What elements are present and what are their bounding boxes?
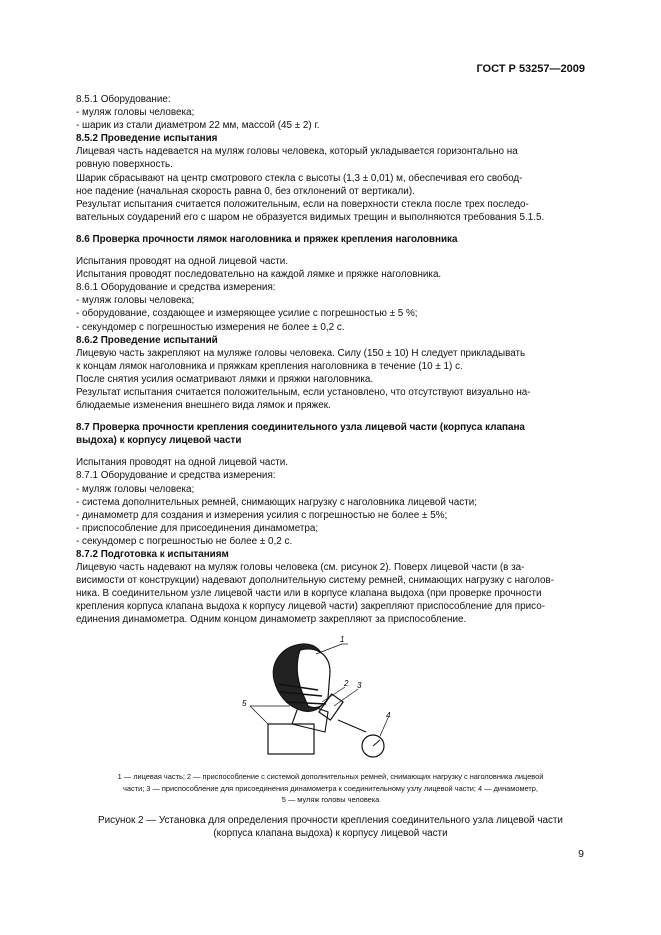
figure-legend-line: части; 3 — приспособление для присоединения динамометра к соединительному узлу лицевой части; 4 — динамометр, — [123, 783, 538, 793]
paragraph-line: к концам лямок наголовника и пряжкам крепления наголовника в течение (10 ± 1) с. — [76, 360, 463, 372]
figure-title — [64, 814, 597, 840]
paragraph-line: Шарик сбрасывают на центр смотрового стекла с высоты (1,3 ± 0,01) м, обеспечивая его свобод- — [76, 172, 523, 184]
paragraph-line: ровную поверхность. — [76, 159, 173, 171]
sec-87-heading: 8.7 Проверка прочности крепления соединительного узла лицевой части (корпуса клапана — [76, 422, 525, 434]
paragraph-line: Испытания проводят последовательно на каждой лямке и пряжке наголовника. — [76, 269, 442, 281]
figure-title-line: (корпуса клапана выдоха) к корпусу лицевой части — [213, 828, 448, 839]
paragraph-line: единения динамометра. Одним концом динамометр закрепляют за приспособление. — [76, 614, 467, 626]
figure-label-4: 4 — [386, 711, 391, 720]
list-item: - приспособление для присоединения динамометра; — [76, 522, 319, 534]
paragraph-line: ное падение (начальная скорость равна 0, без отклонений от вертикали). — [76, 185, 415, 197]
list-item: - муляж головы человека; — [76, 107, 195, 119]
figure-label-5: 5 — [242, 699, 247, 708]
document-body — [76, 93, 584, 627]
paragraph-line: ника. В соединительном узле лицевой части или в корпусе клапана выдоха (при проверке прочности — [76, 588, 542, 600]
paragraph-line: 8.7.1 Оборудование и средства измерения: — [76, 470, 276, 482]
list-item: - оборудование, создающее и измеряющее усилие с погрешностью ± 5 %; — [76, 308, 418, 320]
dynamometer-rod — [338, 720, 366, 732]
paragraph-line: Лицевую часть закрепляют на муляже головы человека. Силу (150 ± 10) Н следует прикладывать — [76, 347, 526, 359]
paragraph-line: крепления корпуса клапана выдоха к корпусу лицевой части) закрепляют приспособление для присо- — [76, 601, 545, 613]
list-item: - динамометр для создания и измерения усилия с погрешностью не более ± 5%; — [76, 509, 448, 521]
list-item: - муляж головы человека; — [76, 295, 195, 307]
list-item: - шарик из стали диаметром 22 мм, массой (45 ± 2) г. — [76, 120, 320, 132]
paragraph-line: блюдаемые изменения внешнего вида лямок и пряжек. — [76, 400, 331, 412]
sec-872-heading: 8.7.2 Подготовка к испытаниям — [76, 549, 229, 560]
document-standard-header: ГОСТ Р 53257—2009 — [476, 63, 585, 75]
sec-862-heading: 8.6.2 Проведение испытаний — [76, 334, 218, 346]
leader-line-5b — [250, 706, 268, 724]
paragraph-line: Результат испытания считается положительным, если установлено, что отсутствуют визуально на- — [76, 386, 531, 398]
figure-2-drawing — [230, 632, 430, 767]
figure-label-2: 2 — [344, 679, 349, 688]
page-number: 9 — [578, 848, 584, 860]
paragraph-line: Результат испытания считается положительным, если на поверхности стекла после трех последо- — [76, 198, 529, 210]
figure-legend-line: 1 — лицевая часть; 2 — приспособление с системой дополнительных ремней, снимающих нагрузку с наголовника лицевой — [117, 772, 544, 781]
paragraph-line: После снятия усилия осматривают лямки и пряжки наголовника. — [76, 373, 374, 385]
figure-label-1: 1 — [340, 635, 345, 644]
paragraph-line: висимости от конструкции) надевают дополнительную систему ремней, снимающих нагрузку с наголов- — [76, 575, 555, 587]
list-item: - секундомер с погрешностью измерения не более ± 0,2 с. — [76, 321, 345, 333]
figure-legend-line: 5 — муляж головы человека — [281, 795, 380, 805]
figure-label-3: 3 — [357, 681, 362, 690]
list-item: - система дополнительных ремней, снимающих нагрузку с наголовника лицевой части; — [76, 496, 478, 508]
paragraph-line: Лицевая часть надевается на муляж головы человека, который укладывается горизонтально на — [76, 146, 518, 158]
paragraph-line: вательных соударений его с шаром не образуется видимых трещин и выполняются требования 5.1.5. — [76, 211, 545, 223]
list-item: - секундомер с погрешностью не более ± 0,2 с. — [76, 535, 293, 547]
paragraph-line: 8.6.1 Оборудование и средства измерения: — [76, 282, 276, 294]
sec-87-heading-cont: выдоха) к корпусу лицевой части — [76, 435, 242, 447]
dummy-base — [268, 724, 314, 754]
paragraph-line: Испытания проводят на одной лицевой части. — [76, 457, 289, 469]
paragraph-line: Лицевую часть надевают на муляж головы человека (см. рисунок 2). Поверх лицевой части (в за- — [76, 562, 525, 574]
leader-line-1 — [316, 644, 342, 654]
paragraph-line: Испытания проводят на одной лицевой части. — [76, 256, 289, 268]
figure-legend — [64, 771, 597, 806]
sec-851-heading: 8.5.1 Оборудование: — [76, 94, 171, 105]
leader-line-4 — [380, 718, 388, 736]
list-item: - муляж головы человека; — [76, 483, 195, 495]
sec-86-heading: 8.6 Проверка прочности лямок наголовника и пряжек крепления наголовника — [76, 233, 458, 245]
figure-title-line: Рисунок 2 — Установка для определения прочности крепления соединительного узла лицевой части — [98, 815, 563, 826]
sec-852-heading: 8.5.2 Проведение испытания — [76, 133, 218, 145]
